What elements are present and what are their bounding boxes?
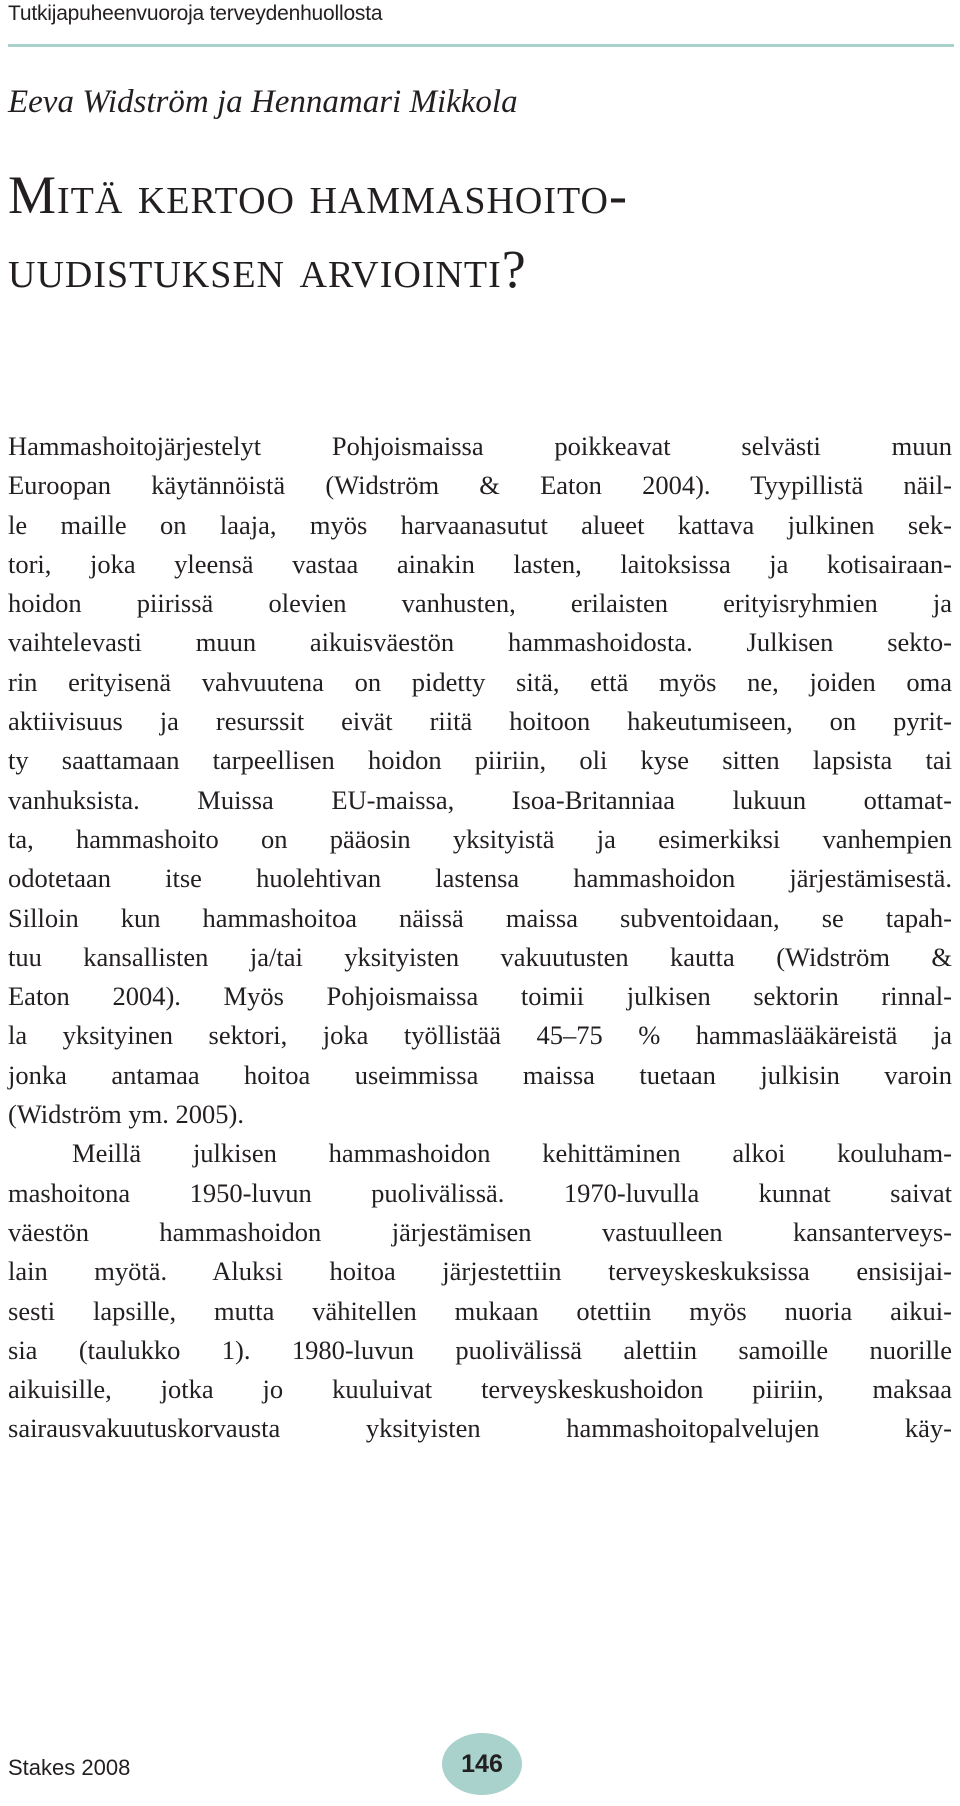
body-line: lain myötä. Aluksi hoitoa järjestettiin terveyskeskuksissa ensisijai- <box>8 1256 952 1287</box>
article-body <box>8 427 952 1449</box>
body-line: jonka antamaa hoitoa useimmissa maissa tuetaan julkisin varoin <box>8 1059 952 1090</box>
body-line: aktiivisuus ja resurssit eivät riitä hoitoon hakeutumiseen, on pyrit- <box>8 706 952 737</box>
body-line: tuu kansallisten ja/tai yksityisten vakuutusten kautta (Widström & <box>8 941 952 972</box>
article-title <box>8 158 948 306</box>
body-line: rin erityisenä vahvuutena on pidetty sitä, että myös ne, joiden oma <box>8 666 952 697</box>
body-line: odotetaan itse huolehtivan lastensa hammashoidon järjestämisestä. <box>8 863 952 894</box>
body-line: sesti lapsille, mutta vähitellen mukaan otettiin myös nuoria aikui- <box>8 1295 952 1326</box>
title-line: Mitä kertoo hammashoito- <box>8 165 628 225</box>
article-authors: Eeva Widström ja Hennamari Mikkola <box>8 84 518 120</box>
body-line: ta, hammashoito on pääosin yksityistä ja esimerkiksi vanhempien <box>8 823 952 854</box>
body-line: Eaton 2004). Myös Pohjoismaissa toimii julkisen sektorin rinnal- <box>8 981 952 1012</box>
body-line: hoidon piirissä olevien vanhusten, erilaisten erityisryhmien ja <box>8 588 952 619</box>
body-line: (Widström ym. 2005). <box>8 1099 244 1130</box>
header-rule <box>8 44 954 47</box>
body-line: sairausvakuutuskorvausta yksityisten hammashoitopalvelujen käy- <box>8 1413 952 1444</box>
body-line: sia (taulukko 1). 1980-luvun puolivälissä alettiin samoille nuorille <box>8 1334 952 1365</box>
body-line: le maille on laaja, myös harvaanasutut alueet kattava julkinen sek- <box>8 509 952 540</box>
body-line: ty saattamaan tarpeellisen hoidon piiriin, oli kyse sitten lapsista tai <box>8 745 952 776</box>
body-line: vaihtelevasti muun aikuisväestön hammashoidosta. Julkisen sekto- <box>8 627 952 658</box>
running-header: Tutkijapuheenvuoroja terveydenhuollosta <box>8 2 383 25</box>
body-line: la yksityinen sektori, joka työllistää 45–75 % hammaslääkäreistä ja <box>8 1020 952 1051</box>
title-line: uudistuksen arviointi? <box>8 239 527 299</box>
body-line: mashoitona 1950-luvun puolivälissä. 1970-luvulla kunnat saivat <box>8 1177 952 1208</box>
body-line: vanhuksista. Muissa EU-maissa, Isoa-Britanniaa lukuun ottamat- <box>8 784 952 815</box>
body-line: Silloin kun hammashoitoa näissä maissa subventoidaan, se tapah- <box>8 902 952 933</box>
body-line: Hammashoitojärjestelyt Pohjoismaissa poikkeavat selvästi muun <box>8 431 952 461</box>
body-line: tori, joka yleensä vastaa ainakin lasten, laitoksissa ja kotisairaan- <box>8 548 952 579</box>
body-line: väestön hammashoidon järjestämisen vastuulleen kansanterveys- <box>8 1216 952 1247</box>
footer-publisher: Stakes 2008 <box>8 1755 131 1780</box>
page-number-badge: 146 <box>442 1733 522 1795</box>
body-line: Meillä julkisen hammashoidon kehittäminen alkoi kouluham- <box>72 1138 952 1169</box>
body-line: Euroopan käytännöistä (Widström & Eaton 2004). Tyypillistä näil- <box>8 470 952 501</box>
body-line: aikuisille, jotka jo kuuluivat terveyskeskushoidon piiriin, maksaa <box>8 1374 952 1405</box>
